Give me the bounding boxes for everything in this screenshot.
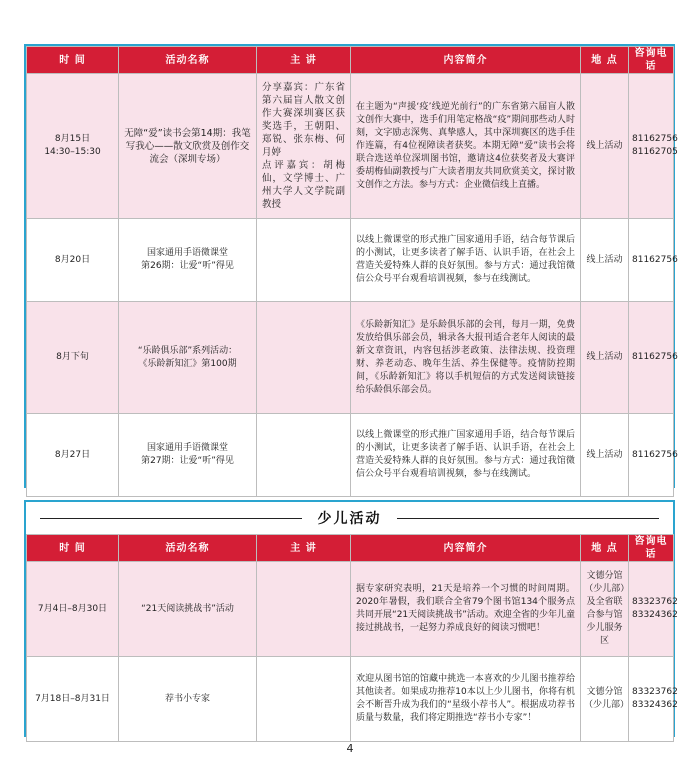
heading-rule-right [397, 518, 659, 519]
cell-host [257, 414, 351, 497]
cell-place: 线上活动 [581, 74, 629, 219]
table-row [27, 219, 674, 302]
cell-phone: 83323762 83324362 [629, 562, 674, 657]
children-activities-table [26, 534, 678, 742]
cell-place: 文德分馆（少儿部）及全省联合参与馆少儿服务区 [581, 562, 629, 657]
header-activity-name: 活动名称 [119, 535, 257, 562]
section-heading [26, 502, 673, 534]
cell-activity-name: 国家通用手语微课堂 第26期：让爱“听”得见 [119, 219, 257, 302]
table-row [27, 562, 674, 657]
header-host: 主 讲 [257, 535, 351, 562]
cell-place: 线上活动 [581, 219, 629, 302]
page-number: 4 [346, 742, 354, 755]
cell-phone: 83323762 83324362 [629, 657, 674, 742]
cell-intro: 《乐龄新知汇》是乐龄俱乐部的会刊，每月一期，免费发放给俱乐部会员，辑录各大报刊适合老年人阅读的最新文章资讯，内容包括涉老政策、法律法规、投资理财、养老动态、晚年生活、养生保健等。疫情防控期间，《乐龄新知汇》将以手机短信的方式发送阅读链接给乐龄俱乐部会员。 [351, 302, 581, 414]
cell-time: 8月27日 [27, 414, 119, 497]
cell-time: 8月15日 14:30–15:30 [27, 74, 119, 219]
cell-phone: 81162756 81162705 [629, 74, 674, 219]
cell-time: 8月20日 [27, 219, 119, 302]
cell-activity-name: 国家通用手语微课堂 第27期：让爱“听”得见 [119, 414, 257, 497]
header-phone: 咨询电话 [629, 47, 674, 74]
children-activities-panel [24, 500, 678, 737]
cell-place: 线上活动 [581, 302, 629, 414]
cell-host [257, 219, 351, 302]
cell-intro: 在主题为“声援‘疫’线逆光前行”的广东省第六届盲人散文创作大赛中，选手们用笔定格战“疫”期间那些动人时刻，文字励志深隽、真挚感人，其中深圳赛区的选手佳作连篇，有4位视障读者获奖。本期无障“爱”读书会将联合选送单位深圳图书馆，邀请这4位获奖者及大赛评委胡梅仙副教授与广大读者朋友共同欣赏美文，探讨散文创作之方法。参与方式：企业微信线上直播。 [351, 74, 581, 219]
cell-intro: 欢迎从图书馆的馆藏中挑选一本喜欢的少儿图书推荐给其他读者。如果成功推荐10本以上少儿图书，你将有机会不断晋升成为我们的“星级小荐书人”。根据成功荐书质量与数量，我们将定期推选“荐书小专家”！ [351, 657, 581, 742]
header-time: 时 间 [27, 47, 119, 74]
cell-activity-name: “21天阅读挑战书”活动 [119, 562, 257, 657]
cell-activity-name: 荐书小专家 [119, 657, 257, 742]
header-time: 时 间 [27, 535, 119, 562]
cell-time: 8月下旬 [27, 302, 119, 414]
header-host: 主 讲 [257, 47, 351, 74]
cell-phone: 81162756 [629, 302, 674, 414]
cell-place: 文德分馆（少儿部） [581, 657, 629, 742]
header-activity-name: 活动名称 [119, 47, 257, 74]
table-header-row [27, 47, 674, 74]
header-place: 地 点 [581, 535, 629, 562]
cell-intro: 以线上微课堂的形式推广国家通用手语，结合每节课后的小测试，让更多读者了解手语、认识手语，在社会上营造关爱特殊人群的良好氛围。参与方式：通过我馆微信公众号平台观看培训视频，参与在线测试。 [351, 414, 581, 497]
section-title: 少儿活动 [317, 511, 382, 527]
header-phone: 咨询电话 [629, 535, 674, 562]
cell-host [257, 562, 351, 657]
cell-place: 线上活动 [581, 414, 629, 497]
cell-phone: 81162756 [629, 219, 674, 302]
table-row [27, 302, 674, 414]
cell-activity-name: “乐龄俱乐部”系列活动： 《乐龄新知汇》第100期 [119, 302, 257, 414]
cell-phone: 81162756 [629, 414, 674, 497]
adult-activities-panel [24, 44, 678, 488]
table-row [27, 414, 674, 497]
table-header-row [27, 535, 674, 562]
cell-time: 7月18日–8月31日 [27, 657, 119, 742]
cell-host [257, 302, 351, 414]
cell-host [257, 657, 351, 742]
header-place: 地 点 [581, 47, 629, 74]
cell-intro: 据专家研究表明，21天是培养一个习惯的时间周期。2020年暑假，我们联合全省79个图书馆134个服务点共同开展“21天阅读挑战书”活动。欢迎全省的少年儿童接过挑战书，一起努力养成良好的阅读习惯吧！ [351, 562, 581, 657]
header-intro: 内容简介 [351, 47, 581, 74]
header-intro: 内容简介 [351, 535, 581, 562]
table-row [27, 74, 674, 219]
cell-activity-name: 无障“爱”读书会第14期：我笔写我心——散文欣赏及创作交流会（深圳专场） [119, 74, 257, 219]
adult-activities-table [26, 46, 678, 497]
cell-host: 分享嘉宾：广东省第六届盲人散文创作大赛深圳赛区获奖选手，王朝阳、郑锐、张东梅、何月婷 点评嘉宾：胡梅仙，文学博士、广州大学人文学院副教授 [257, 74, 351, 219]
cell-time: 7月4日–8月30日 [27, 562, 119, 657]
cell-intro: 以线上微课堂的形式推广国家通用手语，结合每节课后的小测试，让更多读者了解手语、认识手语，在社会上营造关爱特殊人群的良好氛围。参与方式：通过我馆微信公众号平台观看培训视频，参与在线测试。 [351, 219, 581, 302]
table-row [27, 657, 674, 742]
